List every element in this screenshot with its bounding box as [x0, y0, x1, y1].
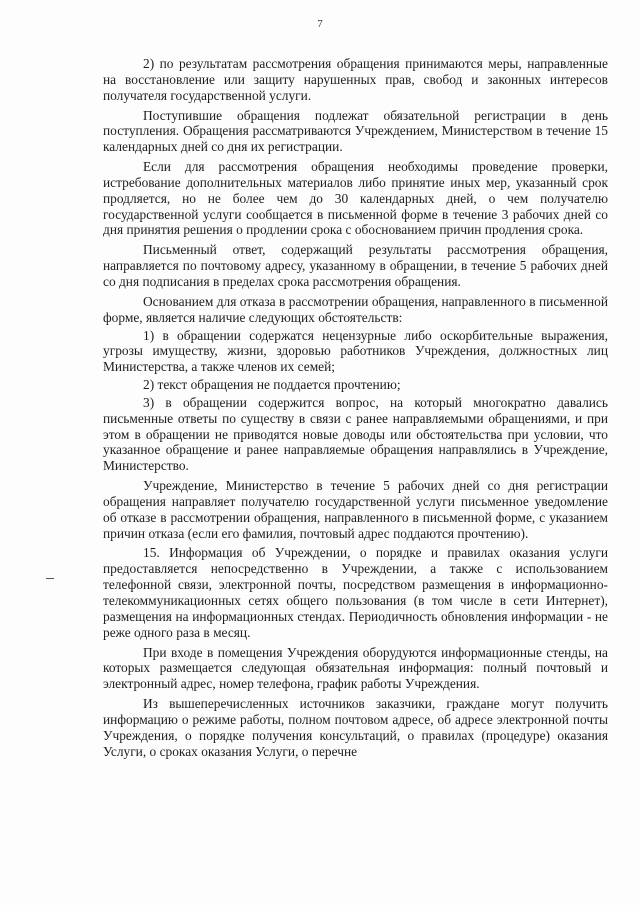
paragraph-section-15-information: 15. Информация об Учреждении, о порядке и правилах оказания услуги предоставляется непосредственно в Учреждении, а также с использованием телефонной связи, электронной почты, посредством размещения в информационно-телекоммуникационных сетях общего пользования (в том числе в сети Интернет), размещения на информационных стендах. Периодичность обновления информации - не реже одного раза в месяц.: [103, 545, 608, 640]
list-item-repeated-question: 3) в обращении содержится вопрос, на который многократно давались письменные ответы по существу в связи с ранее направляемыми обращениями, и при этом в обращении не приводятся новые доводы или обстоятельства при условии, что указанное обращение и ранее направляемые обращения направлялись в Учреждение, Министерство.: [103, 394, 608, 474]
page-number: 7: [317, 18, 323, 30]
list-item-obscene-content: 1) в обращении содержатся нецензурные либо оскорбительные выражения, угрозы имуществу, жизни, здоровью работников Учреждения, должностных лиц Министерства, а также членов их семей;: [103, 327, 608, 375]
margin-mark: [46, 578, 54, 579]
paragraph-measures-taken: 2) по результатам рассмотрения обращения принимаются меры, направленные на восстановление или защиту нарушенных прав, свобод и законных интересов получателя государственной услуги.: [103, 56, 608, 103]
paragraph-refusal-notice: Учреждение, Министерство в течение 5 рабочих дней со дня регистрации обращения направляет получателю государственной услуги письменное уведомление об отказе в рассмотрении обращения, направленного в письменной форме, с указанием причин отказа (если его фамилия, почтовый адрес поддаются прочтению).: [103, 478, 608, 541]
paragraph-information-sources: Из вышеперечисленных источников заказчики, граждане могут получить информацию о режиме работы, полном почтовом адресе, об адресе электронной почты Учреждения, о порядке получения консультаций, о правилах (процедуре) оказания Услуги, о сроках оказания Услуги, о перечне: [103, 696, 608, 759]
document-body: [103, 56, 608, 763]
list-item-unreadable-text: 2) текст обращения не поддается прочтению;: [143, 377, 401, 393]
paragraph-registration: Поступившие обращения подлежат обязательной регистрации в день поступления. Обращения рассматриваются Учреждением, Министерством в течение 15 календарных дней со дня их регистрации.: [103, 107, 608, 155]
paragraph-refusal-grounds: Основанием для отказа в рассмотрении обращения, направленного в письменной форме, является наличие следующих обстоятельств:: [103, 293, 608, 325]
paragraph-written-answer: Письменный ответ, содержащий результаты рассмотрения обращения, направляется по почтовому адресу, указанному в обращении, в течение 5 рабочих дней со дня подписания в пределах срока рассмотрения обращения.: [103, 242, 608, 289]
paragraph-term-extension: Если для рассмотрения обращения необходимы проведение проверки, истребование дополнительных материалов либо принятие иных мер, указанный срок продляется, но не более чем до 30 календарных дней, о чем получателю государственной услуги сообщается в письменной форме в течение 3 рабочих дней со дня принятия решения о продлении срока с обоснованием причин продления срока.: [103, 159, 608, 238]
paragraph-information-stands: При входе в помещения Учреждения оборудуются информационные стенды, на которых размещается следующая обязательная информация: полный почтовый и электронный адрес, номер телефона, график работы Учреждения.: [103, 644, 608, 692]
